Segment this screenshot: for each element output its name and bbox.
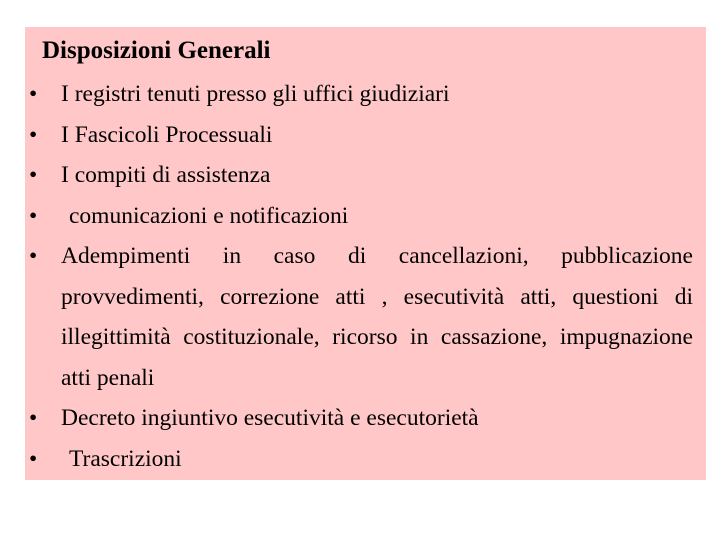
bullet-item <box>29 155 693 196</box>
bullet-text: I registri tenuti presso gli uffici giudiziari <box>61 81 450 107</box>
bullet-item <box>29 196 693 237</box>
bullet-item <box>29 74 693 115</box>
slide-title: Disposizioni Generali <box>42 37 271 64</box>
bullet-text: I Fascicoli Processuali <box>61 121 273 148</box>
bullet-text: Decreto ingiuntivo esecutività e esecutorietà <box>61 405 479 431</box>
bullet-item <box>29 115 693 156</box>
bullet-dot-icon: • <box>29 243 38 269</box>
bullet-dot-icon: • <box>29 162 38 188</box>
bullet-item <box>29 236 693 398</box>
bullet-text: Adempimenti in caso di cancellazioni, pubblicazione provvedimenti, correzione atti , esecutività atti, questioni di illegittimità costituzionale, ricorso in cassazione, impugnazione atti penali <box>61 243 693 391</box>
bullet-text: I compiti di assistenza <box>61 162 271 188</box>
bullet-dot-icon: • <box>29 202 38 229</box>
bullet-dot-icon: • <box>29 121 38 148</box>
bullet-item <box>29 439 693 480</box>
bullet-text: comunicazioni e notificazioni <box>69 202 349 229</box>
bullet-list <box>29 74 693 479</box>
bullet-dot-icon: • <box>29 81 38 107</box>
bullet-text: Trascrizioni <box>69 445 182 472</box>
bullet-item <box>29 398 693 439</box>
bullet-dot-icon: • <box>29 405 38 431</box>
bullet-dot-icon: • <box>29 445 38 472</box>
